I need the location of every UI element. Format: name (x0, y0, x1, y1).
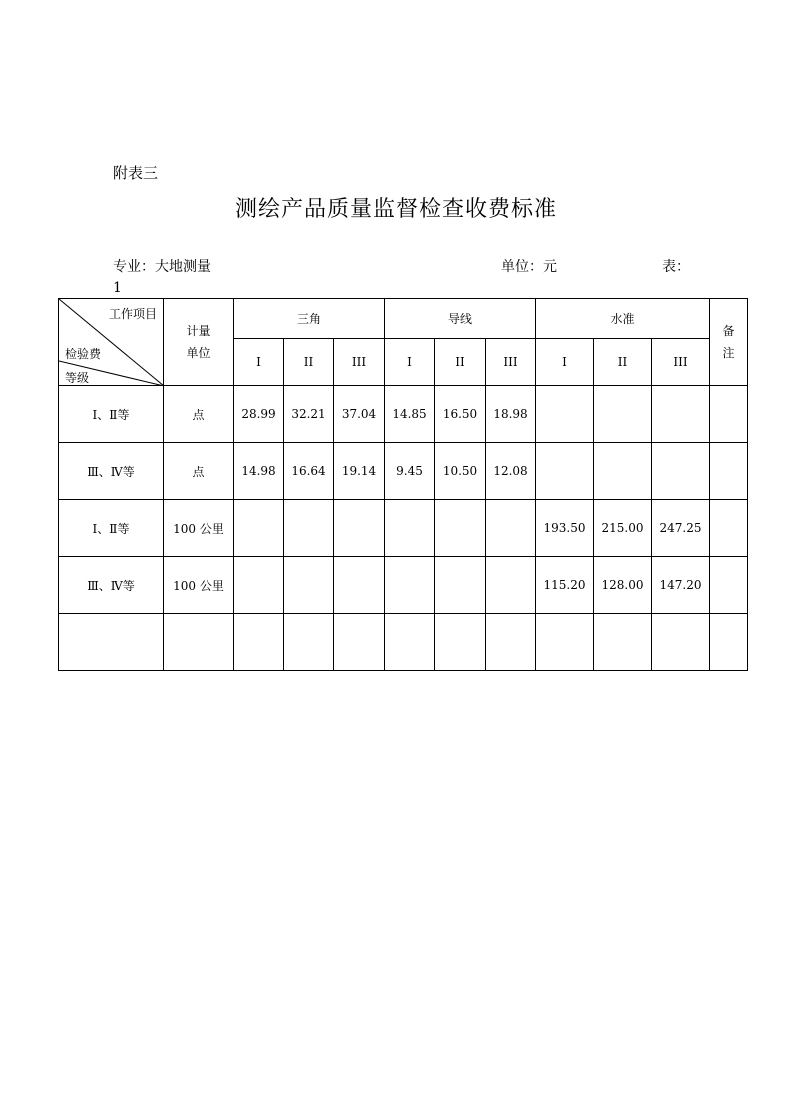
fee-cell (385, 500, 435, 557)
sub-header-2: III (334, 339, 385, 386)
fee-cell: 37.04 (334, 386, 385, 443)
fee-cell (594, 614, 652, 671)
corner-header (59, 299, 164, 386)
unit-header-line2: 单位 (186, 346, 211, 360)
table-row (59, 500, 748, 557)
fee-cell: 193.50 (536, 500, 594, 557)
fee-cell: 32.21 (284, 386, 334, 443)
fee-cell (385, 614, 435, 671)
fee-cell (435, 500, 486, 557)
sub-header-3: I (385, 339, 435, 386)
fee-cell: 16.50 (435, 386, 486, 443)
fee-cell: 9.45 (385, 443, 435, 500)
fee-cell (334, 500, 385, 557)
fee-cell: 247.25 (652, 500, 710, 557)
fee-cell: 14.98 (234, 443, 284, 500)
sub-header-7: II (594, 339, 652, 386)
fee-cell (334, 614, 385, 671)
table-row (59, 557, 748, 614)
unit-cell: 点 (164, 443, 234, 500)
fee-cell (486, 557, 536, 614)
fee-cell (435, 614, 486, 671)
unit-cell: 点 (164, 386, 234, 443)
unit-header-line1: 计量 (186, 324, 211, 338)
sub-header-5: III (486, 339, 536, 386)
major-field: 专业：大地测量 (113, 259, 211, 275)
fee-cell (536, 443, 594, 500)
fee-cell: 147.20 (652, 557, 710, 614)
remark-cell (710, 500, 748, 557)
page-title: 测绘产品质量监督检查收费标准 (234, 197, 557, 222)
group-traverse: 导线 (385, 299, 536, 339)
table-row (59, 614, 748, 671)
remark-header: 备注 (710, 299, 748, 386)
remark-cell (710, 443, 748, 500)
sub-header-0: I (234, 339, 284, 386)
table-row (59, 443, 748, 500)
grade-cell (59, 614, 164, 671)
fee-cell (284, 614, 334, 671)
fee-cell (234, 557, 284, 614)
fee-cell (385, 557, 435, 614)
remark-cell (710, 557, 748, 614)
group-leveling: 水准 (536, 299, 710, 339)
fee-cell: 28.99 (234, 386, 284, 443)
fee-cell (652, 443, 710, 500)
sub-header-1: II (284, 339, 334, 386)
fee-cell: 16.64 (284, 443, 334, 500)
fee-cell: 19.14 (334, 443, 385, 500)
fee-cell (652, 386, 710, 443)
sub-header-8: III (652, 339, 710, 386)
grade-cell: Ⅲ、Ⅳ等 (59, 557, 164, 614)
grade-cell: Ⅲ、Ⅳ等 (59, 443, 164, 500)
unit-cell: 100 公里 (164, 557, 234, 614)
table-label: 表： (662, 259, 690, 275)
fee-cell: 115.20 (536, 557, 594, 614)
grade-cell: Ⅰ、Ⅱ等 (59, 386, 164, 443)
fee-cell (234, 614, 284, 671)
fee-table (58, 298, 748, 671)
table-number: 1 (113, 280, 122, 296)
fee-cell (594, 443, 652, 500)
fee-cell (234, 500, 284, 557)
appendix-label: 附表三 (113, 164, 159, 182)
fee-cell: 14.85 (385, 386, 435, 443)
fee-cell: 12.08 (486, 443, 536, 500)
group-triangulation: 三角 (234, 299, 385, 339)
sub-header-4: II (435, 339, 486, 386)
fee-cell: 128.00 (594, 557, 652, 614)
remark-cell (710, 614, 748, 671)
grade-cell: Ⅰ、Ⅱ等 (59, 500, 164, 557)
corner-work-item: 工作项目 (108, 307, 157, 321)
fee-cell (536, 614, 594, 671)
fee-cell (284, 500, 334, 557)
fee-cell (435, 557, 486, 614)
fee-cell (486, 500, 536, 557)
remark-cell (710, 386, 748, 443)
fee-cell (284, 557, 334, 614)
fee-cell: 215.00 (594, 500, 652, 557)
corner-fee: 检验费 (65, 347, 102, 361)
unit-cell: 100 公里 (164, 500, 234, 557)
table-row (59, 386, 748, 443)
fee-cell (652, 614, 710, 671)
unit-field: 单位：元 (501, 259, 557, 275)
fee-cell (594, 386, 652, 443)
fee-cell: 18.98 (486, 386, 536, 443)
fee-cell (536, 386, 594, 443)
fee-cell: 10.50 (435, 443, 486, 500)
sub-header-6: I (536, 339, 594, 386)
fee-cell (334, 557, 385, 614)
unit-cell (164, 614, 234, 671)
fee-cell (486, 614, 536, 671)
unit-header (164, 299, 234, 386)
corner-grade: 等级 (65, 371, 90, 385)
